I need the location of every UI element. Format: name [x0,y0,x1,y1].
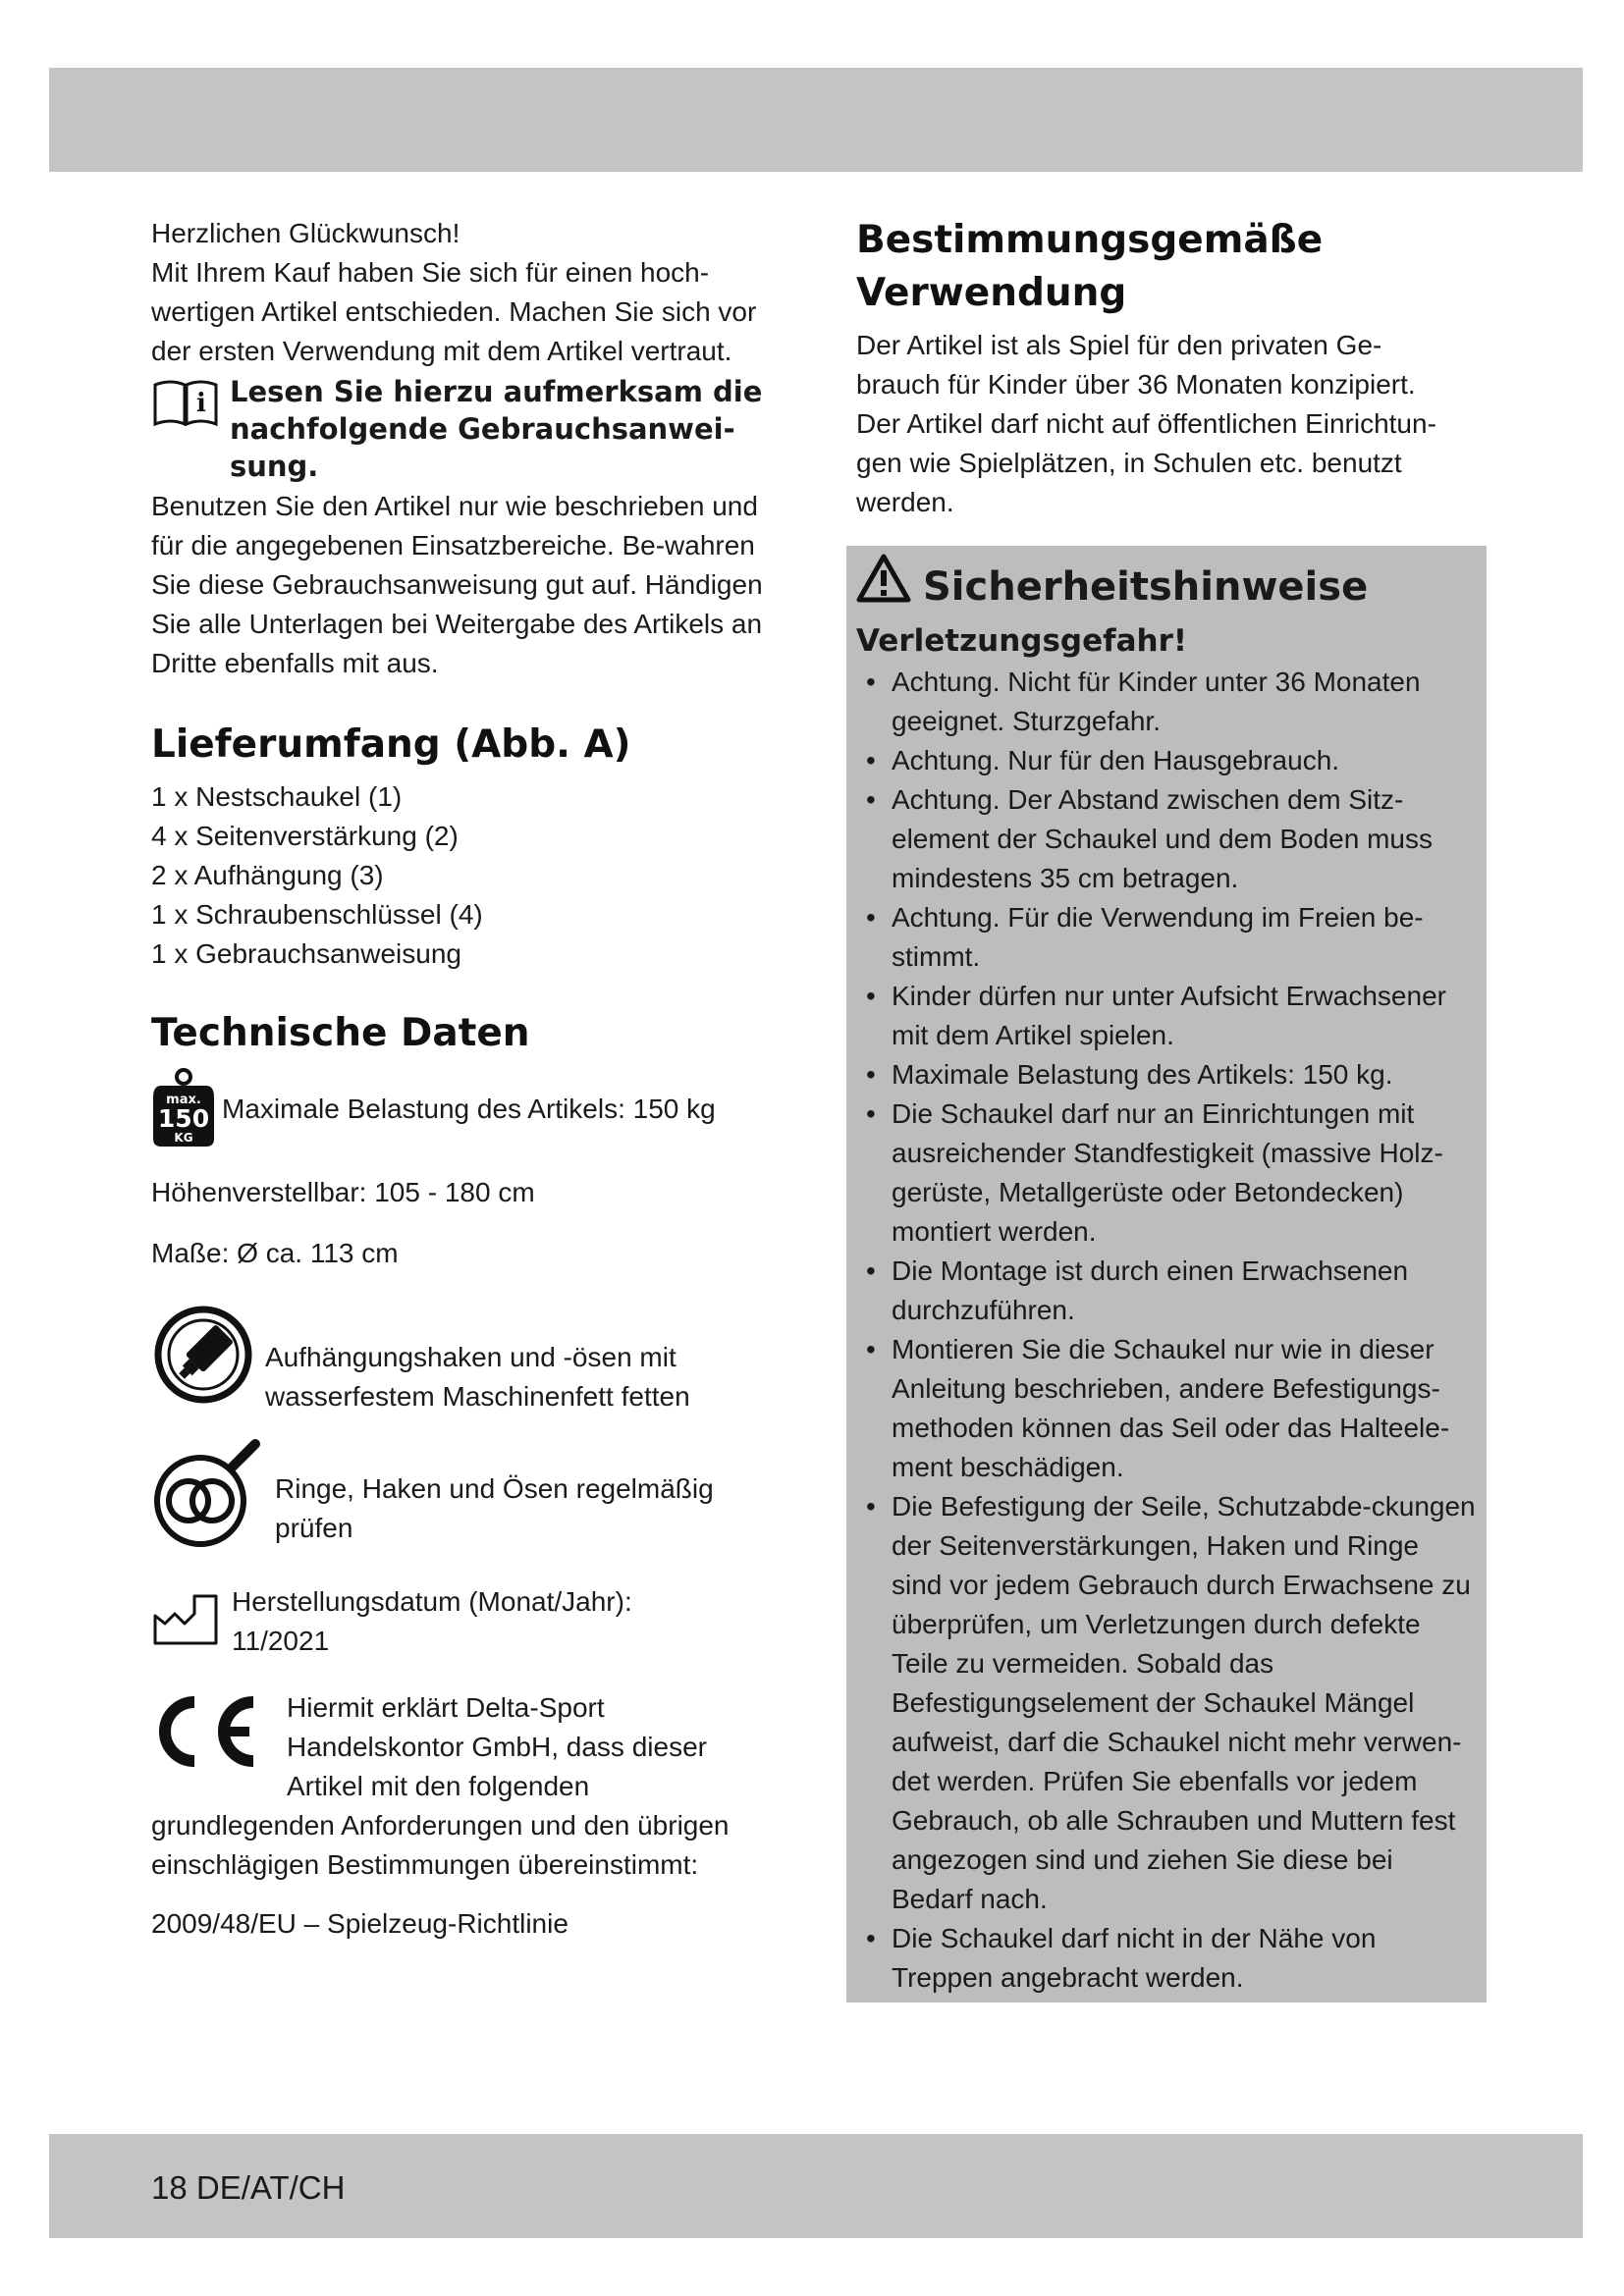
weight-icon [151,1068,216,1153]
manufacture-label: Herstellungsdatum (Monat/Jahr): [232,1586,632,1617]
safety-item: • Maximale Belastung des Artikels: 150 kg. [856,1055,1477,1095]
page-number: 18 DE/AT/CH [151,2169,346,2206]
max-load-row [151,1068,780,1153]
footer-band [49,2134,1583,2238]
delivery-heading: Lieferumfang (Abb. A) [151,722,631,767]
delivery-item: 4 x Seitenverstärkung (2) [151,821,459,851]
delivery-list [151,777,780,974]
delivery-item: 2 x Aufhängung (3) [151,860,384,890]
delivery-item: 1 x Nestschaukel (1) [151,781,403,812]
safety-heading [856,554,1477,619]
greeting: Herzlichen Glückwunsch! [151,218,460,248]
safety-item: • Achtung. Nicht für Kinder unter 36 Monaten geeignet. Sturzgefahr. [856,663,1477,741]
weight-icon-unit: KG [174,1131,193,1145]
weight-icon-max: max. [166,1093,201,1107]
intended-use-heading: Bestimmungsgemäße Verwendung [856,218,1324,315]
size-text: Maße: Ø ca. 113 cm [151,1238,399,1268]
warning-triangle-icon [856,554,911,619]
left-column [151,214,780,1944]
safety-item: • Achtung. Nur für den Hausgebrauch. [856,741,1477,780]
height-text: Höhenverstellbar: 105 - 180 cm [151,1177,535,1207]
safety-list [856,663,1477,1998]
check-text: Ringe, Haken und Ösen regelmäßig prüfen [275,1473,714,1543]
safety-item: • Die Montage ist durch einen Erwachsenen durchzuführen. [856,1252,1477,1330]
magnifier-rings-icon [151,1436,265,1559]
grease-tube-icon [151,1303,255,1412]
manufacture-date: 11/2021 [232,1626,330,1656]
right-column [856,214,1494,522]
delivery-item: 1 x Gebrauchsanweisung [151,938,461,969]
technical-heading: Technische Daten [151,1011,530,1055]
safety-item: • Achtung. Der Abstand zwischen dem Sitz-element der Schaukel und dem Boden muss mindestens 35 cm betragen. [856,780,1477,898]
ce-mark-icon [151,1694,259,1774]
manufacture-date-icon [151,1592,220,1652]
safety-box [846,546,1487,2002]
safety-item: • Die Schaukel darf nicht in der Nähe von Treppen angebracht werden. [856,1919,1477,1998]
weight-icon-value: 150 [157,1104,210,1133]
svg-text:i: i [196,389,206,418]
safety-item: • Montieren Sie die Schaukel nur wie in dieser Anleitung beschrieben, andere Befestigungs-methoden können das Seil oder das Halteele-ment beschädigen. [856,1330,1477,1487]
grease-text: Aufhängungshaken und -ösen mit wasserfestem Maschinenfett fetten [265,1342,690,1412]
read-manual-text: Lesen Sie hierzu aufmerksam die nachfolgende Gebrauchsanwei-sung. [230,375,763,483]
injury-warning: Verletzungsgefahr! [856,623,1188,659]
grease-row [151,1303,780,1416]
read-manual-note [151,373,780,485]
directive-text: 2009/48/EU – Spielzeug-Richtlinie [151,1908,568,1939]
usage-text: Benutzen Sie den Artikel nur wie beschrieben und für die angegebenen Einsatzbereiche. Be-wahren Sie diese Gebrauchsanweisung gut auf. Händigen Sie alle Unterlagen bei Weitergabe des Artikels an Dritte ebenfalls mit aus. [151,491,763,678]
max-load-text: Maximale Belastung des Artikels: 150 kg [222,1094,716,1124]
ce-text-a: Hiermit erklärt Delta-Sport Handelskontor GmbH, dass dieser Artikel mit den folgenden [287,1692,707,1801]
manual-info-icon [151,377,220,433]
safety-item: • Die Schaukel darf nur an Einrichtungen mit ausreichender Standfestigkeit (massive Holz-gerüste, Metallgerüste oder Betondecken) montiert werden. [856,1095,1477,1252]
manufacture-row [151,1582,780,1661]
header-band [49,68,1583,172]
safety-heading-text: Sicherheitshinweise [923,563,1369,610]
check-row [151,1436,780,1559]
delivery-item: 1 x Schraubenschlüssel (4) [151,899,483,930]
ce-row [151,1688,780,1806]
safety-item: • Kinder dürfen nur unter Aufsicht Erwachsener mit dem Artikel spielen. [856,977,1477,1055]
intended-use-text: Der Artikel ist als Spiel für den privaten Ge-brauch für Kinder über 36 Monaten konzipiert. Der Artikel darf nicht auf öffentlichen Einrichtun-gen wie Spielplätzen, in Schulen etc. benutzt werden. [856,330,1436,517]
safety-item: • Achtung. Für die Verwendung im Freien be-stimmt. [856,898,1477,977]
ce-text-b: grundlegenden Anforderungen und den übrigen einschlägigen Bestimmungen übereinstimmt: [151,1810,730,1880]
safety-item: • Die Befestigung der Seile, Schutzabde-ckungen der Seitenverstärkungen, Haken und Ringe sind vor jedem Gebrauch durch Erwachsene zu überprüfen, um Verletzungen durch defekte Teile zu vermeiden. Sobald das Befestigungselement der Schaukel Mängel aufweist, darf die Schaukel nicht mehr verwen-det werden. Prüfen Sie ebenfalls vor jedem Gebrauch, ob alle Schrauben und Muttern fest angezogen sind und ziehen Sie diese bei Bedarf nach. [856,1487,1477,1919]
intro-text: Mit Ihrem Kauf haben Sie sich für einen hoch-wertigen Artikel entschieden. Machen Sie sich vor der ersten Verwendung mit dem Artikel vertraut. [151,257,757,366]
